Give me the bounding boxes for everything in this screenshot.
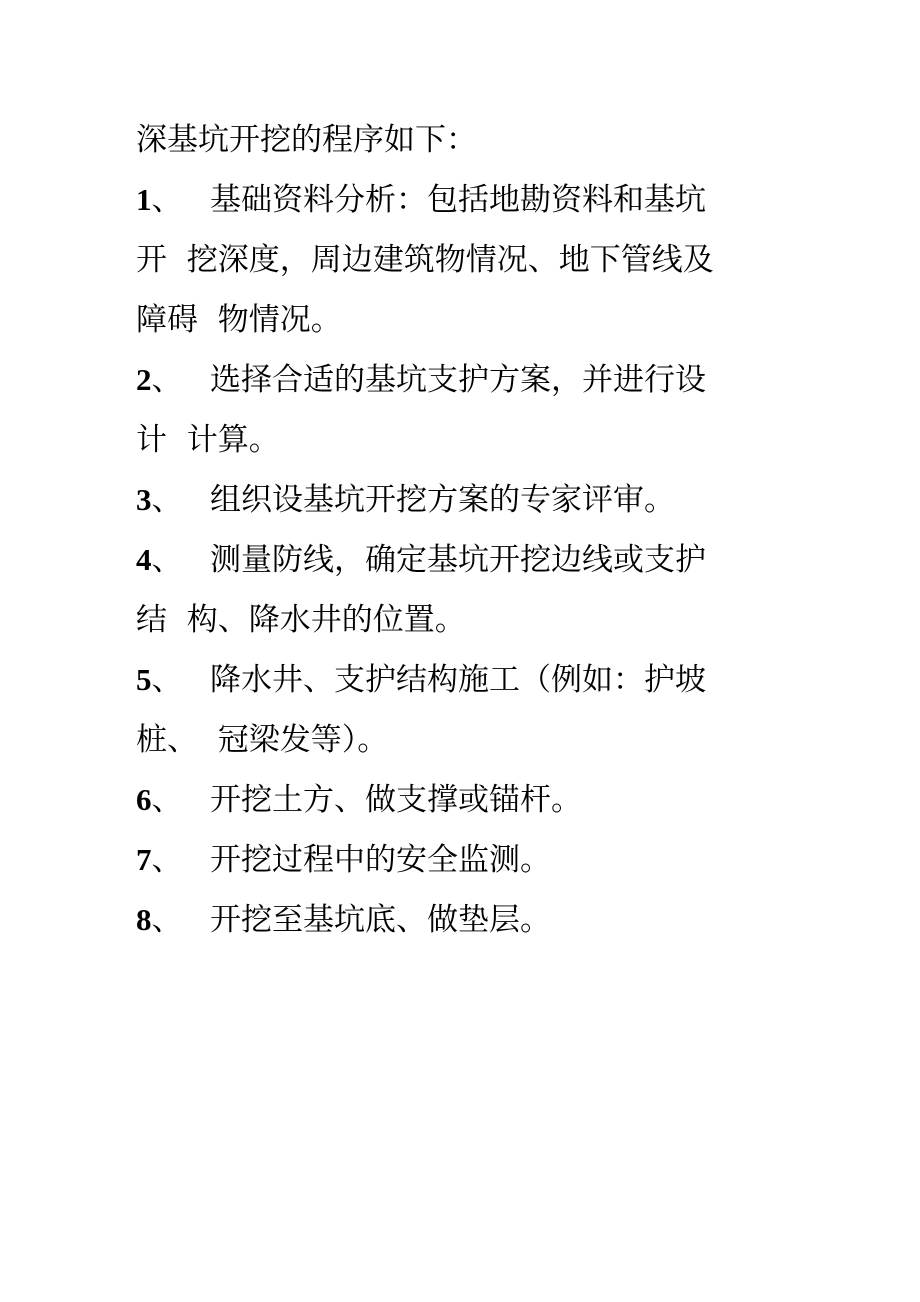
item-number: 7、 [136,842,183,877]
item-number: 3、 [136,482,183,517]
list-item-6 [136,770,776,830]
item-number: 2、 [136,362,183,397]
item-text-continued: 开 挖深度，周边建筑物情况、地下管线及 [136,242,714,278]
item-text: 测量防线，确定基坑开挖边线或支护 [210,542,706,578]
item-text: 降水井、支护结构施工（例如：护坡 [210,662,706,698]
list-item-5 [136,650,776,770]
document-title: 深基坑开挖的程序如下： [136,122,477,158]
list-item-3 [136,470,776,530]
item-text-continued: 障碍 物情况。 [136,302,342,338]
item-number: 5、 [136,662,183,697]
document-body [136,110,776,950]
list-item-2 [136,350,776,470]
item-text-continued: 计 计算。 [136,422,280,458]
item-text: 开挖土方、做支撑或锚杆。 [210,782,582,818]
item-text: 开挖至基坑底、做垫层。 [210,902,551,938]
item-number: 4、 [136,542,183,577]
list-item-1 [136,170,776,350]
list-item-8 [136,890,776,950]
item-text-continued: 桩、 冠梁发等）。 [136,722,389,758]
item-number: 8、 [136,902,183,937]
item-text: 选择合适的基坑支护方案，并进行设 [210,362,706,398]
item-text: 开挖过程中的安全监测。 [210,842,551,878]
item-text-continued: 结 构、降水井的位置。 [136,602,466,638]
list-item-4 [136,530,776,650]
item-number: 6、 [136,782,183,817]
list-item-7 [136,830,776,890]
item-number: 1、 [136,182,183,217]
item-text: 组织设基坑开挖方案的专家评审。 [210,482,675,518]
item-text: 基础资料分析：包括地勘资料和基坑 [210,182,706,218]
